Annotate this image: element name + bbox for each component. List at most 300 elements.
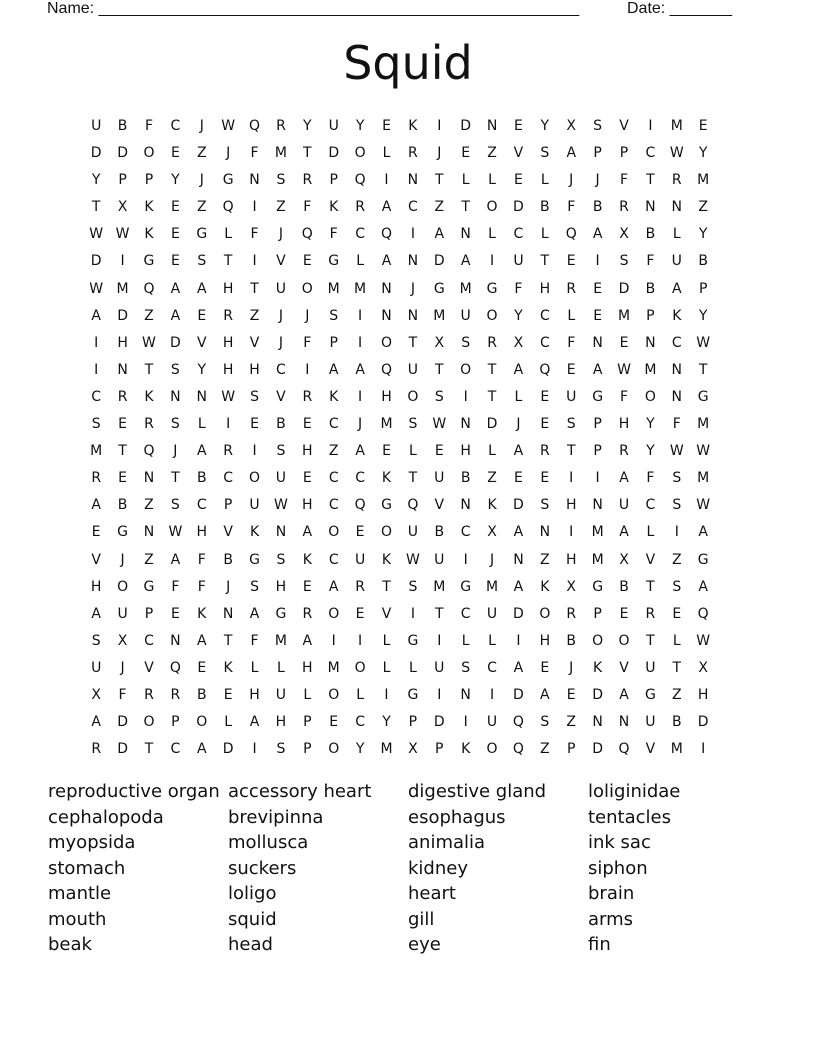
grid-letter: I bbox=[674, 524, 679, 541]
grid-letter: D bbox=[592, 686, 603, 703]
grid-letter: B bbox=[434, 524, 445, 541]
grid-letter: A bbox=[196, 741, 207, 758]
grid-letter: V bbox=[381, 605, 392, 622]
grid-letter: U bbox=[671, 253, 682, 270]
grid-letter: N bbox=[117, 361, 128, 378]
grid-letter: V bbox=[196, 334, 207, 351]
grid-letter: M bbox=[327, 659, 340, 676]
grid-letter: I bbox=[701, 741, 706, 758]
grid-letter: W bbox=[432, 416, 447, 433]
grid-letter: P bbox=[144, 172, 154, 189]
grid-letter: L bbox=[540, 172, 549, 189]
grid-letter: P bbox=[329, 172, 338, 189]
grid-letter: L bbox=[250, 659, 259, 676]
grid-letter: A bbox=[170, 307, 181, 324]
grid-letter: M bbox=[327, 280, 340, 297]
grid-letter: S bbox=[619, 253, 629, 270]
grid-letter: U bbox=[275, 686, 287, 703]
grid-letter: X bbox=[566, 578, 577, 595]
grid-letter: N bbox=[170, 388, 181, 405]
grid-letter: F bbox=[144, 118, 153, 134]
grid-letter: R bbox=[619, 443, 629, 460]
grid-letter: X bbox=[117, 199, 128, 216]
grid-letter: C bbox=[91, 388, 102, 405]
grid-letter: F bbox=[619, 172, 629, 189]
grid-letter: H bbox=[565, 551, 577, 568]
grid-letter: I bbox=[358, 632, 363, 649]
grid-letter: I bbox=[489, 253, 495, 270]
word-list-item: loligo bbox=[228, 883, 277, 904]
grid-letter: N bbox=[275, 524, 287, 541]
grid-letter: U bbox=[434, 659, 445, 676]
grid-letter: O bbox=[328, 605, 340, 622]
grid-letter: I bbox=[358, 334, 363, 351]
grid-letter: R bbox=[671, 172, 682, 189]
grid-letter: T bbox=[382, 578, 391, 595]
word-list-item: arms bbox=[588, 908, 634, 930]
name-field-label: Name: ______________________________________________________ bbox=[47, 0, 580, 17]
grid-letter: E bbox=[197, 307, 207, 324]
grid-letter: Q bbox=[354, 172, 366, 189]
grid-letter: Y bbox=[514, 307, 523, 324]
grid-letter: R bbox=[566, 605, 577, 622]
grid-letter: O bbox=[117, 578, 129, 595]
grid-letter: A bbox=[592, 361, 603, 378]
word-list-item: squid bbox=[228, 908, 277, 930]
grid-letter: I bbox=[120, 253, 125, 270]
grid-letter: O bbox=[592, 632, 604, 649]
grid-letter: A bbox=[381, 199, 392, 216]
grid-letter: B bbox=[566, 632, 577, 649]
grid-letter: D bbox=[513, 686, 524, 703]
grid-letter: Y bbox=[540, 118, 550, 134]
grid-letter: S bbox=[276, 443, 286, 460]
grid-letter: A bbox=[698, 524, 708, 541]
grid-letter: S bbox=[250, 388, 259, 405]
grid-letter: S bbox=[461, 659, 471, 676]
grid-letter: V bbox=[223, 524, 233, 541]
grid-letter: S bbox=[408, 578, 418, 595]
grid-letter: R bbox=[355, 578, 365, 595]
grid-letter: O bbox=[539, 605, 551, 622]
grid-letter: K bbox=[197, 605, 207, 622]
grid-letter: L bbox=[488, 443, 496, 460]
grid-letter: U bbox=[566, 388, 577, 405]
grid-letter: M bbox=[617, 307, 631, 324]
grid-letter: F bbox=[646, 470, 655, 487]
grid-letter: R bbox=[276, 118, 286, 134]
grid-letter: C bbox=[460, 524, 471, 541]
grid-letter: H bbox=[381, 388, 392, 405]
grid-letter: V bbox=[645, 741, 656, 758]
grid-letter: R bbox=[619, 199, 629, 216]
grid-letter: N bbox=[671, 199, 683, 216]
grid-letter: T bbox=[487, 361, 497, 378]
grid-letter: C bbox=[328, 497, 339, 514]
grid-letter: B bbox=[196, 686, 207, 703]
grid-letter: S bbox=[250, 578, 259, 595]
grid-letter: D bbox=[90, 145, 102, 162]
grid-letter: N bbox=[407, 172, 419, 189]
grid-letter: E bbox=[170, 145, 180, 162]
grid-letter: A bbox=[513, 578, 524, 595]
grid-letter: A bbox=[91, 307, 101, 324]
grid-letter: E bbox=[540, 470, 550, 487]
grid-letter: B bbox=[117, 118, 128, 134]
grid-letter: I bbox=[226, 416, 231, 433]
word-list-item: accessory heart bbox=[228, 781, 372, 802]
grid-letter: K bbox=[593, 659, 603, 676]
grid-row bbox=[83, 465, 743, 492]
word-list-item: mantle bbox=[48, 883, 112, 904]
grid-letter: N bbox=[460, 686, 471, 703]
grid-letter: K bbox=[329, 388, 339, 405]
grid-letter: P bbox=[698, 280, 708, 297]
grid-letter: W bbox=[669, 145, 684, 162]
grid-letter: G bbox=[117, 524, 129, 541]
grid-letter: N bbox=[196, 388, 207, 405]
grid-letter: T bbox=[171, 470, 180, 487]
grid-letter: J bbox=[489, 551, 495, 568]
grid-row bbox=[83, 276, 743, 303]
grid-letter: T bbox=[223, 253, 233, 270]
grid-letter: I bbox=[384, 172, 389, 189]
grid-letter: C bbox=[645, 145, 656, 162]
grid-letter: N bbox=[381, 280, 392, 297]
grid-letter: M bbox=[354, 280, 367, 297]
grid-letter: P bbox=[329, 334, 338, 351]
grid-letter: A bbox=[540, 686, 550, 703]
grid-letter: A bbox=[619, 524, 629, 541]
grid-row bbox=[83, 140, 743, 167]
grid-letter: H bbox=[196, 524, 208, 541]
grid-letter: C bbox=[196, 497, 207, 514]
grid-row bbox=[83, 601, 743, 628]
grid-letter: L bbox=[356, 253, 364, 270]
grid-letter: E bbox=[566, 361, 576, 378]
grid-letter: J bbox=[278, 226, 283, 243]
grid-letter: Z bbox=[196, 145, 207, 162]
grid-letter: A bbox=[355, 443, 365, 460]
grid-letter: Q bbox=[697, 605, 709, 622]
grid-letter: Z bbox=[196, 199, 207, 216]
grid-letter: R bbox=[144, 416, 154, 433]
grid-letter: U bbox=[249, 497, 260, 514]
grid-letter: W bbox=[221, 388, 236, 405]
grid-letter: J bbox=[437, 145, 442, 162]
grid-letter: J bbox=[120, 551, 125, 568]
grid-letter: L bbox=[567, 307, 576, 324]
grid-letter: E bbox=[170, 199, 180, 216]
grid-letter: Z bbox=[434, 199, 445, 216]
grid-letter: P bbox=[619, 145, 629, 162]
grid-letter: L bbox=[672, 632, 681, 649]
grid-letter: Y bbox=[646, 443, 655, 460]
grid-letter: G bbox=[644, 686, 656, 703]
grid-letter: N bbox=[381, 307, 392, 324]
grid-letter: I bbox=[358, 307, 363, 324]
grid-letter: S bbox=[434, 388, 444, 405]
grid-row bbox=[83, 709, 743, 736]
grid-letter: E bbox=[540, 659, 550, 676]
grid-letter: U bbox=[434, 551, 445, 568]
grid-letter: G bbox=[592, 578, 604, 595]
grid-letter: D bbox=[433, 253, 445, 270]
grid-letter: U bbox=[513, 253, 524, 270]
grid-letter: J bbox=[516, 416, 521, 433]
grid-letter: E bbox=[170, 253, 180, 270]
grid-letter: W bbox=[696, 334, 711, 351]
grid-letter: J bbox=[305, 307, 310, 324]
grid-letter: L bbox=[277, 659, 285, 676]
grid-letter: K bbox=[144, 199, 154, 216]
grid-letter: C bbox=[487, 659, 497, 676]
grid-letter: N bbox=[539, 524, 551, 541]
header bbox=[0, 0, 816, 20]
grid-letter: C bbox=[513, 226, 524, 243]
grid-letter: I bbox=[331, 632, 336, 649]
grid-letter: X bbox=[91, 686, 101, 703]
grid-letter: E bbox=[170, 605, 180, 622]
grid-letter: V bbox=[619, 659, 629, 676]
grid-letter: D bbox=[222, 741, 234, 758]
grid-letter: C bbox=[328, 551, 339, 568]
grid-letter: E bbox=[540, 388, 550, 405]
grid-letter: I bbox=[410, 226, 415, 243]
grid-letter: C bbox=[355, 714, 365, 731]
grid-letter: X bbox=[698, 659, 708, 676]
grid-letter: O bbox=[143, 714, 155, 731]
grid-letter: M bbox=[433, 307, 446, 324]
grid-letter: C bbox=[355, 226, 365, 243]
grid-letter: J bbox=[199, 118, 204, 134]
grid-letter: T bbox=[144, 741, 154, 758]
grid-letter: E bbox=[514, 470, 523, 487]
grid-row bbox=[83, 438, 743, 465]
grid-row bbox=[83, 357, 743, 384]
grid-letter: T bbox=[118, 443, 127, 460]
grid-letter: O bbox=[486, 307, 498, 324]
grid-letter: R bbox=[223, 307, 234, 324]
grid-letter: Z bbox=[144, 497, 154, 514]
grid-letter: S bbox=[170, 361, 180, 378]
grid-letter: L bbox=[224, 226, 233, 243]
grid-letter: Q bbox=[380, 361, 392, 378]
grid-letter: D bbox=[618, 280, 630, 297]
word-list-item: tentacles bbox=[588, 806, 671, 828]
grid-letter: G bbox=[697, 388, 709, 405]
grid-letter: F bbox=[672, 416, 681, 433]
grid-letter: M bbox=[670, 741, 683, 758]
grid-letter: E bbox=[514, 172, 523, 189]
word-list-item: siphon bbox=[588, 857, 648, 879]
grid-letter: V bbox=[276, 388, 286, 405]
grid-letter: Q bbox=[539, 361, 551, 378]
grid-letter: D bbox=[117, 741, 128, 758]
grid-letter: A bbox=[328, 361, 339, 378]
grid-letter: A bbox=[355, 361, 365, 378]
grid-letter: T bbox=[646, 172, 655, 189]
grid-letter: R bbox=[539, 443, 550, 460]
grid-letter: Y bbox=[171, 172, 180, 189]
grid-letter: N bbox=[143, 524, 155, 541]
grid-letter: S bbox=[276, 741, 286, 758]
grid-letter: D bbox=[486, 416, 498, 433]
grid-letter: Z bbox=[144, 307, 154, 324]
grid-letter: W bbox=[617, 361, 631, 378]
grid-letter: U bbox=[645, 659, 656, 676]
grid-letter: F bbox=[197, 578, 206, 595]
grid-letter: X bbox=[117, 632, 128, 649]
page-title: Squid bbox=[343, 36, 473, 90]
grid-letter: S bbox=[91, 416, 101, 433]
grid-letter: A bbox=[170, 280, 181, 297]
grid-letter: R bbox=[408, 145, 418, 162]
grid-letter: A bbox=[619, 470, 629, 487]
grid-letter: Z bbox=[144, 551, 154, 568]
grid-letter: I bbox=[94, 361, 99, 378]
grid-letter: W bbox=[696, 497, 711, 514]
grid-letter: E bbox=[566, 253, 576, 270]
grid-letter: P bbox=[593, 416, 602, 433]
grid-letter: E bbox=[619, 605, 629, 622]
grid-letter: F bbox=[329, 226, 338, 243]
grid-letter: E bbox=[593, 307, 603, 324]
grid-letter: C bbox=[170, 118, 181, 134]
grid-letter: Z bbox=[276, 199, 286, 216]
grid-letter: Q bbox=[143, 280, 155, 297]
grid-letter: T bbox=[434, 605, 444, 622]
grid-letter: M bbox=[380, 416, 393, 433]
grid-letter: C bbox=[539, 334, 550, 351]
grid-letter: I bbox=[437, 118, 442, 134]
grid-row bbox=[83, 628, 743, 655]
grid-letter: N bbox=[671, 361, 683, 378]
grid-letter: F bbox=[646, 253, 655, 270]
grid-letter: B bbox=[645, 226, 656, 243]
grid-letter: L bbox=[382, 632, 391, 649]
word-list bbox=[48, 779, 788, 958]
grid-letter: T bbox=[408, 334, 418, 351]
grid-letter: E bbox=[355, 524, 365, 541]
grid-letter: J bbox=[595, 172, 600, 189]
grid-letter: K bbox=[672, 307, 682, 324]
grid-letter: L bbox=[514, 388, 523, 405]
word-list-item: heart bbox=[408, 883, 456, 904]
grid-letter: C bbox=[328, 470, 339, 487]
grid-letter: K bbox=[381, 470, 392, 487]
grid-letter: X bbox=[434, 334, 445, 351]
grid-letter: H bbox=[117, 334, 128, 351]
grid-letter: U bbox=[486, 605, 498, 622]
grid-letter: H bbox=[460, 443, 471, 460]
word-list-item: beak bbox=[48, 934, 92, 955]
grid-letter: U bbox=[460, 307, 471, 324]
word-list-item: ink sac bbox=[588, 832, 651, 853]
grid-letter: M bbox=[697, 172, 710, 189]
grid-letter: M bbox=[459, 280, 472, 297]
grid-letter: E bbox=[302, 416, 312, 433]
grid-letter: M bbox=[380, 741, 393, 758]
grid-letter: O bbox=[644, 388, 656, 405]
grid-letter: G bbox=[486, 280, 498, 297]
grid-letter: K bbox=[302, 551, 312, 568]
grid-letter: E bbox=[434, 443, 444, 460]
word-list-item: mollusca bbox=[228, 832, 309, 853]
grid-letter: Z bbox=[328, 443, 339, 460]
word-list-item: fin bbox=[588, 934, 611, 955]
grid-letter: N bbox=[407, 307, 419, 324]
grid-letter: I bbox=[595, 470, 600, 487]
grid-letter: B bbox=[645, 280, 656, 297]
grid-letter: C bbox=[645, 497, 656, 514]
grid-letter: J bbox=[358, 416, 363, 433]
grid-letter: Z bbox=[487, 470, 497, 487]
grid-letter: G bbox=[249, 551, 260, 568]
grid-letter: B bbox=[592, 199, 603, 216]
grid-row bbox=[83, 167, 743, 194]
grid-letter: A bbox=[619, 686, 629, 703]
grid-letter: M bbox=[90, 443, 103, 460]
grid-letter: V bbox=[276, 253, 286, 270]
grid-letter: W bbox=[696, 632, 711, 649]
grid-letter: T bbox=[566, 443, 576, 460]
grid-letter: A bbox=[698, 578, 708, 595]
grid-row bbox=[83, 113, 743, 140]
grid-letter: K bbox=[223, 659, 233, 676]
grid-letter: M bbox=[274, 632, 287, 649]
grid-letter: S bbox=[170, 497, 180, 514]
word-list-item: eye bbox=[408, 934, 441, 955]
grid-letter: N bbox=[222, 605, 234, 622]
grid-letter: G bbox=[275, 605, 287, 622]
grid-letter: N bbox=[618, 714, 630, 731]
word-list-item: animalia bbox=[408, 832, 486, 853]
grid-letter: I bbox=[648, 118, 653, 134]
grid-letter: T bbox=[646, 578, 655, 595]
grid-letter: J bbox=[173, 443, 178, 460]
grid-letter: Y bbox=[91, 172, 101, 189]
grid-letter: O bbox=[249, 470, 261, 487]
grid-letter: V bbox=[249, 334, 260, 351]
grid-letter: J bbox=[410, 280, 415, 297]
grid-letter: A bbox=[249, 605, 260, 622]
grid-letter: U bbox=[434, 470, 445, 487]
grid-letter: C bbox=[144, 632, 154, 649]
grid-letter: A bbox=[513, 443, 524, 460]
grid-letter: Q bbox=[565, 226, 577, 243]
grid-row bbox=[83, 330, 743, 357]
grid-letter: D bbox=[117, 714, 128, 731]
grid-letter: P bbox=[303, 741, 312, 758]
grid-letter: H bbox=[222, 361, 234, 378]
grid-letter: E bbox=[118, 470, 128, 487]
grid-letter: F bbox=[303, 334, 312, 351]
grid-row bbox=[83, 303, 743, 330]
grid-letter: N bbox=[486, 118, 498, 134]
grid-letter: Y bbox=[355, 741, 365, 758]
grid-letter: E bbox=[540, 416, 550, 433]
grid-letter: T bbox=[250, 280, 259, 297]
grid-letter: U bbox=[407, 361, 418, 378]
grid-letter: G bbox=[407, 632, 419, 649]
grid-letter: T bbox=[303, 145, 312, 162]
grid-letter: S bbox=[540, 714, 550, 731]
grid-letter: S bbox=[672, 497, 682, 514]
word-list-item: digestive gland bbox=[408, 781, 547, 802]
grid-letter: V bbox=[434, 497, 445, 514]
grid-letter: A bbox=[302, 632, 313, 649]
